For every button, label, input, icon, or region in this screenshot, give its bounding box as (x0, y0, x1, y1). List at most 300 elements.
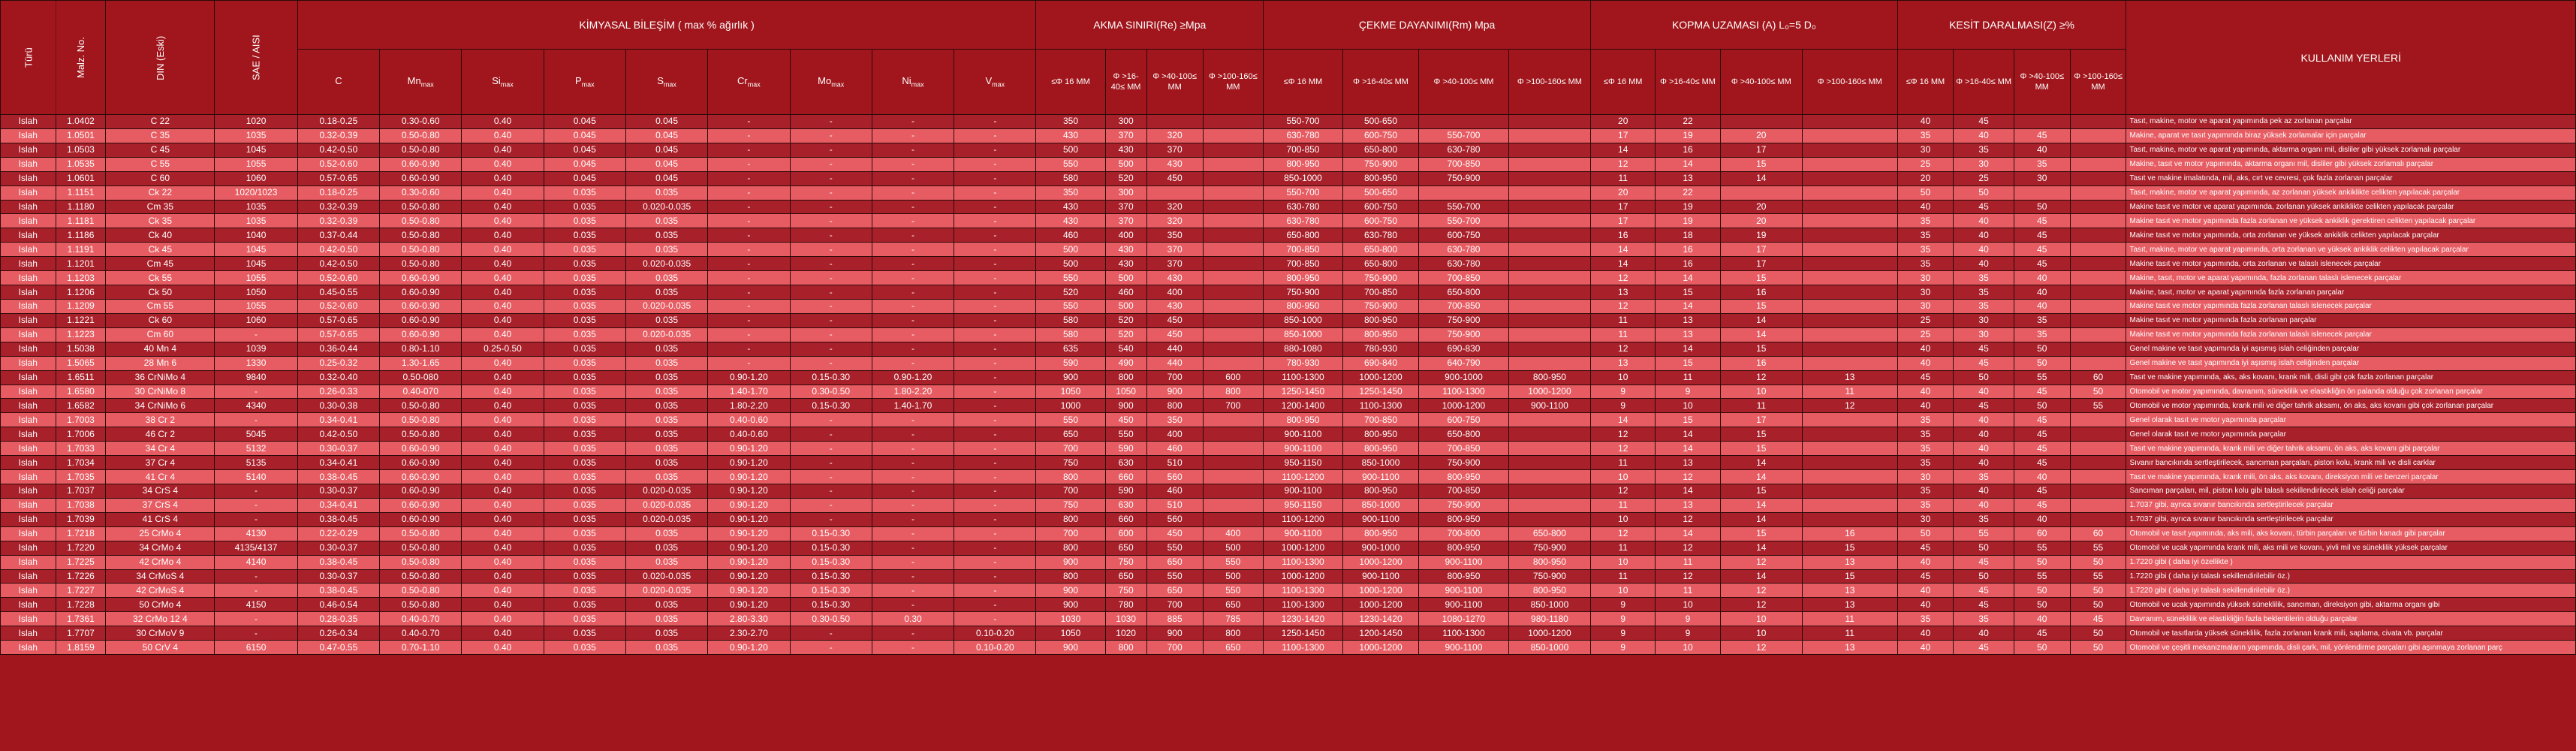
table-cell: 1000-1200 (1342, 584, 1418, 598)
table-cell: 900-1100 (1264, 484, 1343, 498)
table-cell: 1.1203 (56, 271, 106, 285)
table-cell: 700 (1146, 370, 1203, 385)
table-cell: 500 (1036, 257, 1105, 271)
header-element-v (954, 50, 1036, 115)
table-cell: 1035 (215, 200, 297, 214)
table-cell: 1.7220 (56, 541, 106, 555)
table-cell: 9 (1591, 399, 1656, 413)
table-cell (1802, 157, 1897, 171)
table-cell: 11 (1656, 584, 1720, 598)
table-cell (1802, 427, 1897, 442)
table-cell: 430 (1146, 271, 1203, 285)
table-cell: 700-850 (1419, 271, 1509, 285)
table-cell: 1.6582 (56, 399, 106, 413)
table-cell: - (790, 128, 872, 143)
table-cell: 0.28-0.35 (297, 612, 379, 626)
table-cell: 0.045 (625, 157, 707, 171)
table-cell: 1.1221 (56, 313, 106, 327)
table-row (1, 143, 2576, 157)
table-cell: - (954, 185, 1036, 200)
table-cell: 1020 (215, 115, 297, 129)
table-cell: 12 (1802, 399, 1897, 413)
table-cell: 750 (1105, 584, 1146, 598)
table-cell: 630 (1105, 498, 1146, 512)
table-cell (2070, 157, 2126, 171)
table-cell: 430 (1146, 157, 1203, 171)
table-cell: - (954, 442, 1036, 456)
table-cell (1508, 299, 1590, 313)
table-cell: 1.1186 (56, 228, 106, 243)
table-row (1, 257, 2576, 271)
table-cell: 1.7035 (56, 470, 106, 484)
table-cell: 35 (1897, 214, 1954, 228)
table-cell: 34 CrS 4 (106, 484, 215, 498)
table-cell: 35 (1954, 143, 2014, 157)
table-cell: 0.035 (625, 285, 707, 300)
table-cell: 1.0601 (56, 171, 106, 185)
table-cell: 800-950 (1342, 526, 1418, 541)
table-cell: - (872, 243, 954, 257)
table-cell (1508, 427, 1590, 442)
table-cell: 9 (1591, 385, 1656, 399)
header-element-c (297, 50, 379, 115)
table-cell: - (954, 612, 1036, 626)
table-cell: - (790, 214, 872, 228)
table-cell: 0.035 (625, 626, 707, 641)
table-cell: 14 (1656, 484, 1720, 498)
table-cell: 0.035 (544, 313, 625, 327)
table-cell: 800 (1105, 370, 1146, 385)
table-cell: - (708, 313, 790, 327)
table-cell: 1.80-2.20 (708, 399, 790, 413)
table-cell: 0.15-0.30 (790, 555, 872, 569)
table-cell: 35 (1897, 456, 1954, 470)
table-cell: 45 (2014, 626, 2070, 641)
table-cell: 13 (1802, 641, 1897, 655)
table-cell: - (215, 413, 297, 427)
usage-cell: Otomobil ve motor yapımında, davranım, süneklilik ve elastikliğin ön palanda olduğu çok zorlanan parçalar (2126, 385, 2576, 399)
table-cell (1508, 171, 1590, 185)
table-cell (2070, 214, 2126, 228)
table-cell: 45 (2014, 257, 2070, 271)
table-cell: 42 CrMo 4 (106, 555, 215, 569)
table-cell: 25 (1897, 157, 1954, 171)
table-cell: 30 (1897, 512, 1954, 526)
usage-cell: Genel makine ve tasıt yapımında iyi aşısmış islah celiğinden parçalar (2126, 356, 2576, 370)
table-cell: 1000-1200 (1264, 541, 1343, 555)
table-cell: 13 (1656, 171, 1720, 185)
table-cell: Cm 45 (106, 257, 215, 271)
table-cell (1802, 171, 1897, 185)
table-cell: 0.32-0.39 (297, 214, 379, 228)
table-cell: - (790, 498, 872, 512)
table-cell: - (872, 257, 954, 271)
table-cell: 16 (1591, 228, 1656, 243)
table-cell: - (790, 271, 872, 285)
table-cell: 0.40 (462, 612, 544, 626)
table-cell: 41 CrS 4 (106, 512, 215, 526)
table-cell: 900-1100 (1264, 442, 1343, 456)
table-cell: 1.0402 (56, 115, 106, 129)
table-cell: 0.40 (462, 128, 544, 143)
table-row (1, 612, 2576, 626)
table-cell: 0.40 (462, 598, 544, 612)
table-cell: 12 (1656, 569, 1720, 584)
table-cell: - (708, 171, 790, 185)
table-cell (2070, 271, 2126, 285)
table-cell: 0.50-0.80 (380, 541, 462, 555)
table-cell: 0.035 (625, 413, 707, 427)
table-cell: 11 (1591, 456, 1656, 470)
table-cell: 800-950 (1342, 327, 1418, 342)
table-cell: 1.1223 (56, 327, 106, 342)
table-cell: 0.50-0.80 (380, 555, 462, 569)
table-cell: 1.7006 (56, 427, 106, 442)
table-cell: 0.035 (544, 427, 625, 442)
table-cell: 12 (1591, 427, 1656, 442)
table-cell: 50 (1897, 185, 1954, 200)
table-cell: Islah (1, 171, 56, 185)
table-cell: 1100-1300 (1419, 385, 1509, 399)
table-cell: 450 (1105, 413, 1146, 427)
table-cell: - (954, 569, 1036, 584)
usage-cell: Makine, tasıt, motor ve aparat yapımında fazla zorlanan parçalar (2126, 285, 2576, 300)
table-cell: 50 (2014, 342, 2070, 356)
table-cell (1802, 200, 1897, 214)
table-cell: 1.1206 (56, 285, 106, 300)
table-cell: 40 (2014, 470, 2070, 484)
table-cell: 1050 (1036, 626, 1105, 641)
table-cell: 15 (1720, 526, 1802, 541)
table-cell: 0.035 (544, 299, 625, 313)
table-cell: Cm 60 (106, 327, 215, 342)
table-cell (2070, 185, 2126, 200)
table-cell: 1.1180 (56, 200, 106, 214)
table-cell: 550-700 (1419, 128, 1509, 143)
table-cell: Islah (1, 484, 56, 498)
table-cell: 800-950 (1342, 442, 1418, 456)
table-cell: Islah (1, 641, 56, 655)
table-cell: 13 (1656, 313, 1720, 327)
usage-cell: Makine tasıt ve motor yapımında fazla zorlanan talaslı islenecek parçalar (2126, 327, 2576, 342)
table-cell: 0.40 (462, 271, 544, 285)
table-cell: 700-850 (1264, 243, 1343, 257)
table-cell: 450 (1146, 327, 1203, 342)
table-cell (1508, 285, 1590, 300)
table-row (1, 541, 2576, 555)
table-cell: Islah (1, 342, 56, 356)
table-cell: 650 (1146, 555, 1203, 569)
table-cell: 50 (1897, 526, 1954, 541)
table-cell: 520 (1105, 327, 1146, 342)
table-cell: 20 (1720, 128, 1802, 143)
usage-cell: Genel makine ve tasıt yapımında iyi aşısmış islah celiğinden parçalar (2126, 342, 2576, 356)
table-cell: 500 (1105, 299, 1146, 313)
table-cell: 1.7227 (56, 584, 106, 598)
usage-cell: 1.7220 gibi ( daha iyi talaslı sekillendirilebilir öz.) (2126, 569, 2576, 584)
table-cell: - (954, 413, 1036, 427)
table-cell: 0.90-1.20 (708, 526, 790, 541)
table-cell: 45 (1897, 541, 1954, 555)
header-diameter-range: ≤Φ 16 MM (1264, 50, 1343, 115)
table-cell: 30 (1954, 313, 2014, 327)
table-cell: 400 (1105, 228, 1146, 243)
table-cell: 700 (1146, 598, 1203, 612)
table-cell: 700-850 (1419, 442, 1509, 456)
element-subscript: max (420, 80, 434, 89)
header-diameter-range: Φ >16-40≤ MM (1656, 50, 1720, 115)
table-cell: 11 (1802, 385, 1897, 399)
table-cell: 0.035 (625, 385, 707, 399)
table-row (1, 214, 2576, 228)
table-cell: 800-950 (1264, 299, 1343, 313)
table-cell (1508, 243, 1590, 257)
table-cell: - (954, 598, 1036, 612)
table-cell: C 60 (106, 171, 215, 185)
table-cell: 1.1209 (56, 299, 106, 313)
table-cell: - (790, 157, 872, 171)
table-cell: 15 (1656, 413, 1720, 427)
table-cell: 15 (1720, 427, 1802, 442)
table-cell: - (708, 327, 790, 342)
table-cell: 0.60-0.90 (380, 442, 462, 456)
table-cell: 0.035 (544, 327, 625, 342)
table-cell: 11 (1802, 626, 1897, 641)
table-cell: 14 (1720, 327, 1802, 342)
table-cell: 900-1100 (1342, 569, 1418, 584)
table-cell: 4130 (215, 526, 297, 541)
table-cell: - (954, 385, 1036, 399)
table-cell (1203, 271, 1264, 285)
table-cell: 40 (1954, 413, 2014, 427)
table-cell: 1.40-1.70 (872, 399, 954, 413)
table-cell: 370 (1105, 214, 1146, 228)
element-symbol: Cr (737, 75, 748, 87)
header-usage: KULLANIM YERLERİ (2126, 1, 2576, 115)
table-cell: 700 (1036, 442, 1105, 456)
table-cell: 20 (1897, 171, 1954, 185)
table-cell: 0.26-0.34 (297, 626, 379, 641)
table-cell: 0.90-1.20 (708, 484, 790, 498)
table-cell (1802, 115, 1897, 129)
table-cell (1802, 299, 1897, 313)
table-cell: 35 (1897, 612, 1954, 626)
table-cell: - (790, 456, 872, 470)
table-cell: 690-830 (1419, 342, 1509, 356)
table-cell: 0.50-0.80 (380, 257, 462, 271)
table-cell: 590 (1105, 442, 1146, 456)
table-cell: 1035 (215, 128, 297, 143)
table-cell: 900 (1105, 399, 1146, 413)
table-cell: 1.0501 (56, 128, 106, 143)
table-cell: 0.15-0.30 (790, 569, 872, 584)
table-cell: - (790, 327, 872, 342)
table-cell: - (872, 214, 954, 228)
table-cell (1419, 115, 1509, 129)
table-cell: 700 (1203, 399, 1264, 413)
table-cell: 1250-1450 (1264, 385, 1343, 399)
table-row (1, 484, 2576, 498)
table-cell: 780-930 (1342, 342, 1418, 356)
table-cell: - (790, 442, 872, 456)
table-cell: 17 (1591, 200, 1656, 214)
table-cell: - (954, 228, 1036, 243)
table-cell: 0.42-0.50 (297, 257, 379, 271)
table-cell: 0.60-0.90 (380, 313, 462, 327)
table-cell: 0.40 (462, 356, 544, 370)
table-cell: 550 (1146, 541, 1203, 555)
table-cell: 0.035 (544, 356, 625, 370)
table-cell: 0.40 (462, 626, 544, 641)
table-cell: 1100-1200 (1264, 512, 1343, 526)
table-cell: 1.1181 (56, 214, 106, 228)
table-cell: Islah (1, 115, 56, 129)
table-cell: 50 (2070, 598, 2126, 612)
table-cell: 30 (1954, 157, 2014, 171)
table-cell: - (872, 498, 954, 512)
table-cell: 35 (1954, 271, 2014, 285)
table-cell: 11 (1720, 399, 1802, 413)
table-cell: 16 (1656, 143, 1720, 157)
table-cell: 40 (1897, 356, 1954, 370)
table-cell: - (954, 271, 1036, 285)
table-cell: 750-900 (1342, 271, 1418, 285)
table-cell: 800 (1105, 641, 1146, 655)
table-cell: 14 (1656, 526, 1720, 541)
table-cell (1508, 157, 1590, 171)
element-symbol: Si (492, 75, 501, 87)
table-cell: 460 (1105, 285, 1146, 300)
table-cell: C 22 (106, 115, 215, 129)
table-cell (1203, 128, 1264, 143)
table-cell (1508, 512, 1590, 526)
table-cell: 0.035 (544, 555, 625, 569)
table-cell: - (790, 626, 872, 641)
table-cell: 0.36-0.44 (297, 342, 379, 356)
table-cell: - (954, 541, 1036, 555)
table-cell: 45 (1954, 598, 2014, 612)
table-cell (1203, 157, 1264, 171)
table-cell: 1.0535 (56, 157, 106, 171)
table-cell: 14 (1720, 541, 1802, 555)
table-cell: 45 (1954, 555, 2014, 569)
usage-cell: Makine tasıt ve motor yapımında, orta zorlanan ve talaslı islenecek parçalar (2126, 257, 2576, 271)
table-cell: 800-950 (1419, 512, 1509, 526)
table-cell: 980-1180 (1508, 612, 1590, 626)
table-cell: 0.50-0.80 (380, 214, 462, 228)
table-cell: 9 (1656, 385, 1720, 399)
table-cell: 1100-1200 (1264, 470, 1343, 484)
table-cell: - (790, 484, 872, 498)
table-cell: 0.045 (544, 171, 625, 185)
table-cell: 300 (1105, 185, 1146, 200)
table-cell: Islah (1, 285, 56, 300)
table-cell: 650-800 (1419, 285, 1509, 300)
table-cell: 13 (1802, 370, 1897, 385)
table-cell: 750 (1036, 498, 1105, 512)
table-cell: 0.40 (462, 313, 544, 327)
header-diameter-range: Φ >40-100≤ MM (1720, 50, 1802, 115)
table-cell: 40 (2014, 512, 2070, 526)
table-cell: 16 (1802, 526, 1897, 541)
table-cell (1720, 115, 1802, 129)
table-cell: Islah (1, 243, 56, 257)
table-cell (1203, 214, 1264, 228)
table-cell: 12 (1720, 641, 1802, 655)
table-cell: 17 (1720, 243, 1802, 257)
table-cell: 14 (1720, 569, 1802, 584)
table-cell: 0.90-1.20 (708, 370, 790, 385)
table-cell: 600 (1105, 526, 1146, 541)
table-cell (1203, 299, 1264, 313)
table-cell: 0.50-0.80 (380, 413, 462, 427)
table-cell (2070, 299, 2126, 313)
table-cell (1146, 115, 1203, 129)
table-cell: 0.035 (625, 356, 707, 370)
table-cell: - (215, 612, 297, 626)
table-cell: 35 (1897, 442, 1954, 456)
table-cell: 0.50-080 (380, 370, 462, 385)
table-row (1, 399, 2576, 413)
table-cell: 0.38-0.45 (297, 512, 379, 526)
table-cell: 0.40 (462, 498, 544, 512)
table-cell: 0.40 (462, 285, 544, 300)
table-cell: 40 (2014, 285, 2070, 300)
element-subscript: max (581, 80, 595, 89)
table-cell: 1.6580 (56, 385, 106, 399)
header-element-s (625, 50, 707, 115)
table-cell: 55 (2070, 569, 2126, 584)
table-cell: 40 (1897, 115, 1954, 129)
table-cell: 0.045 (544, 115, 625, 129)
table-cell: - (872, 299, 954, 313)
table-cell: Islah (1, 456, 56, 470)
table-cell: 850-1000 (1264, 313, 1343, 327)
usage-cell: 1.7037 gibi, ayrıca sıvanır bancıkında sertleştirilecek parçalar (2126, 512, 2576, 526)
table-cell: 440 (1146, 342, 1203, 356)
table-cell: - (954, 128, 1036, 143)
table-cell: 40 (2014, 299, 2070, 313)
table-cell: 18 (1656, 228, 1720, 243)
table-cell: 0.045 (625, 171, 707, 185)
usage-cell: Makine, aparat ve tasıt yapımında biraz yüksek zorlamalar için parçalar (2126, 128, 2576, 143)
table-cell: - (215, 484, 297, 498)
table-cell: 0.035 (544, 584, 625, 598)
table-cell: 0.035 (544, 612, 625, 626)
table-cell: 2.30-2.70 (708, 626, 790, 641)
table-cell: - (872, 128, 954, 143)
table-cell: 45 (1954, 115, 2014, 129)
table-cell: 800-950 (1264, 271, 1343, 285)
table-cell: 300 (1105, 115, 1146, 129)
table-cell: 60 (2070, 370, 2126, 385)
table-cell: 16 (1656, 243, 1720, 257)
table-cell: 50 (2014, 598, 2070, 612)
table-row (1, 598, 2576, 612)
table-cell: 13 (1802, 584, 1897, 598)
table-cell: - (215, 584, 297, 598)
usage-cell: 1.7220 gibi ( daha iyi özellikte ) (2126, 555, 2576, 569)
table-cell: - (790, 171, 872, 185)
table-cell (2070, 327, 2126, 342)
table-cell: 40 (1897, 399, 1954, 413)
table-cell: 700-850 (1419, 157, 1509, 171)
table-cell: 0.035 (625, 612, 707, 626)
table-cell: 440 (1146, 356, 1203, 370)
table-cell: 0.34-0.41 (297, 456, 379, 470)
table-cell (2070, 243, 2126, 257)
table-cell: 16 (1656, 257, 1720, 271)
